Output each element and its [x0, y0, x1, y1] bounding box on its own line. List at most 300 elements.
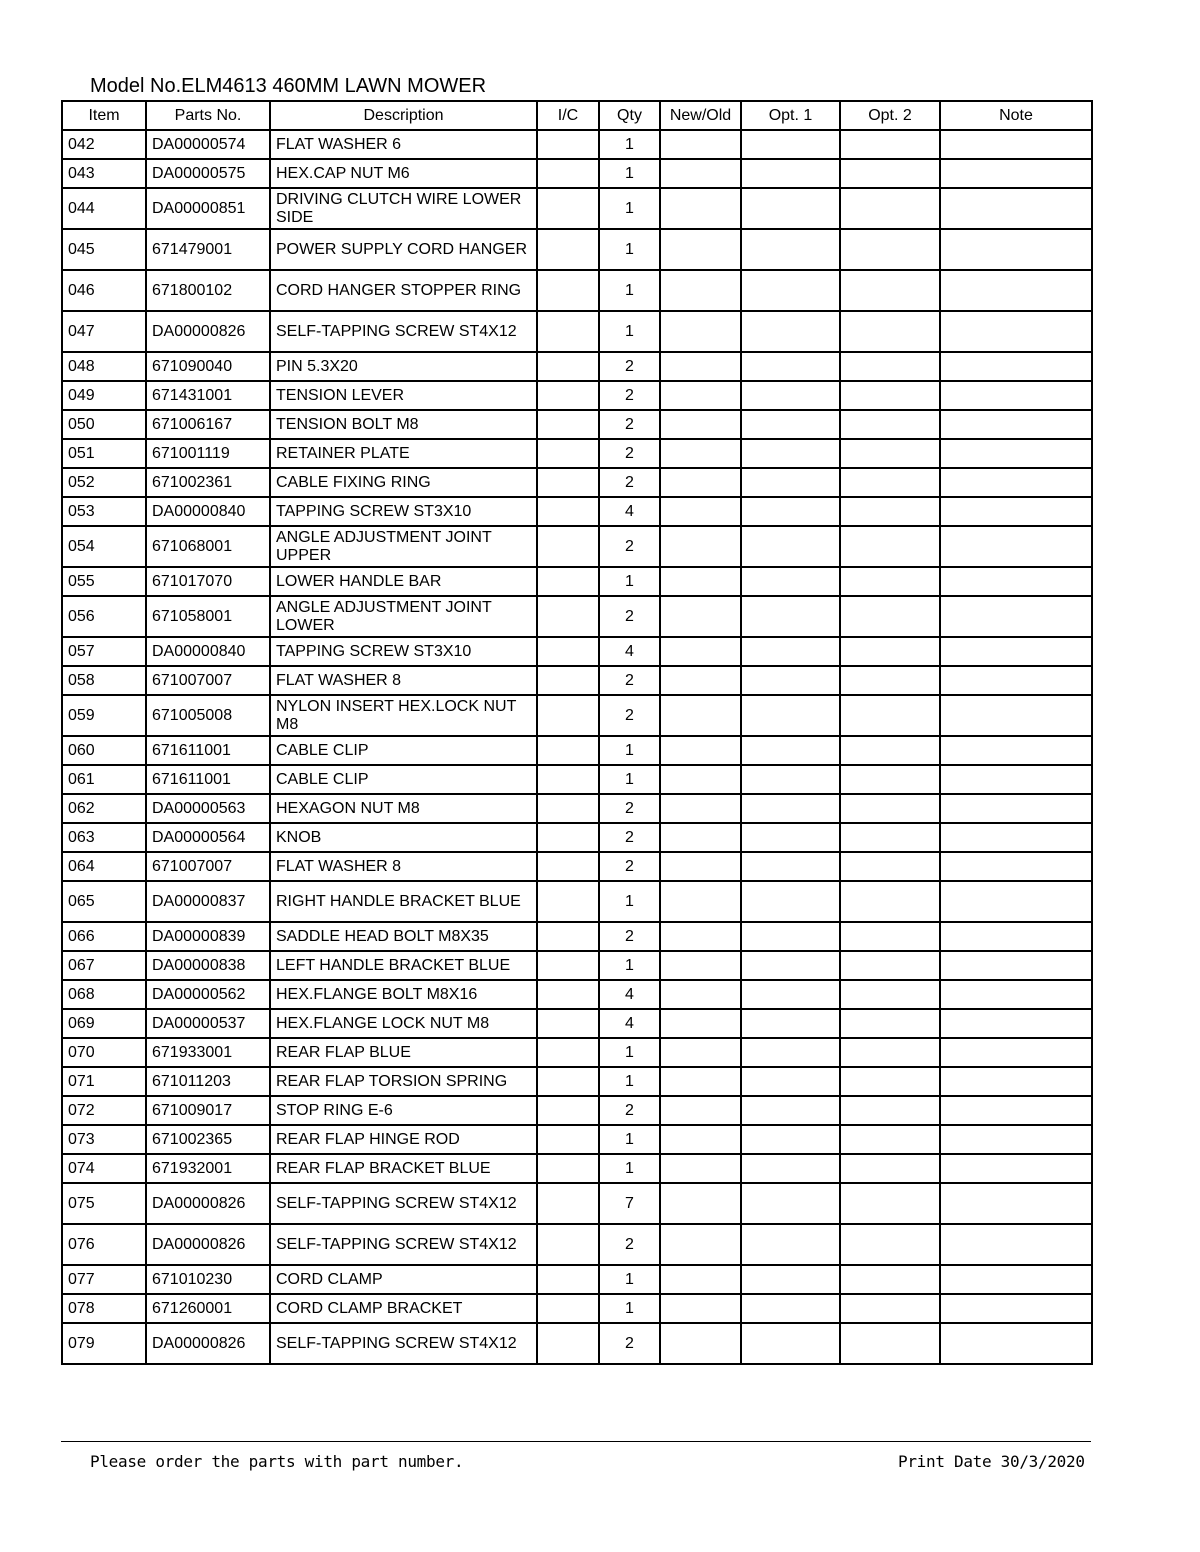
- note-cell: [940, 1323, 1092, 1364]
- new-old-cell: [660, 497, 741, 526]
- note-cell: [940, 1294, 1092, 1323]
- table-row: [62, 1067, 1092, 1096]
- note-cell: [940, 497, 1092, 526]
- description-cell: HEX.CAP NUT M6: [270, 159, 537, 188]
- table-row: [62, 1038, 1092, 1067]
- description-cell: FLAT WASHER 8: [270, 852, 537, 881]
- note-cell: [940, 951, 1092, 980]
- note-cell: [940, 1224, 1092, 1265]
- qty-cell: 1: [599, 1154, 660, 1183]
- ic-cell: [537, 736, 599, 765]
- col-qty: Qty: [599, 101, 660, 130]
- qty-cell: 1: [599, 1038, 660, 1067]
- qty-cell: 4: [599, 1009, 660, 1038]
- opt1-cell: [741, 1265, 840, 1294]
- opt2-cell: [840, 596, 940, 637]
- description-cell: HEX.FLANGE BOLT M8X16: [270, 980, 537, 1009]
- new-old-cell: [660, 736, 741, 765]
- part-number-cell: 671090040: [146, 352, 270, 381]
- note-cell: [940, 439, 1092, 468]
- note-cell: [940, 188, 1092, 229]
- opt1-cell: [741, 980, 840, 1009]
- new-old-cell: [660, 410, 741, 439]
- ic-cell: [537, 823, 599, 852]
- qty-cell: 1: [599, 1294, 660, 1323]
- description-cell: STOP RING E-6: [270, 1096, 537, 1125]
- note-cell: [940, 1265, 1092, 1294]
- description-cell: REAR FLAP TORSION SPRING: [270, 1067, 537, 1096]
- ic-cell: [537, 637, 599, 666]
- opt2-cell: [840, 980, 940, 1009]
- opt1-cell: [741, 1323, 840, 1364]
- qty-cell: 1: [599, 1265, 660, 1294]
- part-number-cell: 671009017: [146, 1096, 270, 1125]
- note-cell: [940, 1183, 1092, 1224]
- ic-cell: [537, 381, 599, 410]
- part-number-cell: DA00000826: [146, 311, 270, 352]
- ic-cell: [537, 1294, 599, 1323]
- opt1-cell: [741, 468, 840, 497]
- new-old-cell: [660, 381, 741, 410]
- new-old-cell: [660, 980, 741, 1009]
- ic-cell: [537, 1183, 599, 1224]
- opt1-cell: [741, 188, 840, 229]
- opt2-cell: [840, 130, 940, 159]
- opt1-cell: [741, 1154, 840, 1183]
- new-old-cell: [660, 1009, 741, 1038]
- opt1-cell: [741, 852, 840, 881]
- opt1-cell: [741, 352, 840, 381]
- bottom-rule: [61, 1441, 1091, 1442]
- table-row: [62, 381, 1092, 410]
- table-row: [62, 1154, 1092, 1183]
- description-cell: POWER SUPPLY CORD HANGER: [270, 229, 537, 270]
- note-cell: [940, 567, 1092, 596]
- description-cell: HEX.FLANGE LOCK NUT M8: [270, 1009, 537, 1038]
- ic-cell: [537, 468, 599, 497]
- description-cell: SELF-TAPPING SCREW ST4X12: [270, 1183, 537, 1224]
- part-number-cell: 671002361: [146, 468, 270, 497]
- part-number-cell: DA00000840: [146, 497, 270, 526]
- qty-cell: 4: [599, 637, 660, 666]
- opt2-cell: [840, 794, 940, 823]
- item-cell: 045: [62, 229, 146, 270]
- item-cell: 059: [62, 695, 146, 736]
- new-old-cell: [660, 526, 741, 567]
- item-cell: 061: [62, 765, 146, 794]
- note-cell: [940, 980, 1092, 1009]
- description-cell: CABLE CLIP: [270, 736, 537, 765]
- item-cell: 049: [62, 381, 146, 410]
- qty-cell: 2: [599, 596, 660, 637]
- opt2-cell: [840, 1294, 940, 1323]
- table-row: [62, 567, 1092, 596]
- table-row: [62, 352, 1092, 381]
- ic-cell: [537, 1096, 599, 1125]
- item-cell: 071: [62, 1067, 146, 1096]
- item-cell: 048: [62, 352, 146, 381]
- part-number-cell: DA00000826: [146, 1323, 270, 1364]
- table-row: [62, 852, 1092, 881]
- table-row: [62, 229, 1092, 270]
- note-cell: [940, 695, 1092, 736]
- col-note: Note: [940, 101, 1092, 130]
- qty-cell: 2: [599, 794, 660, 823]
- ic-cell: [537, 352, 599, 381]
- new-old-cell: [660, 439, 741, 468]
- opt1-cell: [741, 736, 840, 765]
- opt2-cell: [840, 410, 940, 439]
- opt2-cell: [840, 1096, 940, 1125]
- item-cell: 077: [62, 1265, 146, 1294]
- opt2-cell: [840, 1009, 940, 1038]
- ic-cell: [537, 852, 599, 881]
- item-cell: 046: [62, 270, 146, 311]
- description-cell: TAPPING SCREW ST3X10: [270, 497, 537, 526]
- ic-cell: [537, 666, 599, 695]
- qty-cell: 7: [599, 1183, 660, 1224]
- new-old-cell: [660, 188, 741, 229]
- opt1-cell: [741, 1224, 840, 1265]
- ic-cell: [537, 881, 599, 922]
- qty-cell: 2: [599, 922, 660, 951]
- item-cell: 062: [62, 794, 146, 823]
- ic-cell: [537, 1154, 599, 1183]
- opt2-cell: [840, 188, 940, 229]
- table-row: [62, 881, 1092, 922]
- description-cell: CORD CLAMP: [270, 1265, 537, 1294]
- opt2-cell: [840, 381, 940, 410]
- note-cell: [940, 666, 1092, 695]
- qty-cell: 2: [599, 1224, 660, 1265]
- ic-cell: [537, 765, 599, 794]
- ic-cell: [537, 1038, 599, 1067]
- qty-cell: 2: [599, 1323, 660, 1364]
- opt1-cell: [741, 130, 840, 159]
- description-cell: RETAINER PLATE: [270, 439, 537, 468]
- part-number-cell: 671010230: [146, 1265, 270, 1294]
- note-cell: [940, 736, 1092, 765]
- description-cell: LEFT HANDLE BRACKET BLUE: [270, 951, 537, 980]
- table-row: [62, 311, 1092, 352]
- item-cell: 043: [62, 159, 146, 188]
- part-number-cell: DA00000562: [146, 980, 270, 1009]
- description-cell: NYLON INSERT HEX.LOCK NUT M8: [270, 695, 537, 736]
- opt1-cell: [741, 596, 840, 637]
- description-cell: CORD CLAMP BRACKET: [270, 1294, 537, 1323]
- opt1-cell: [741, 922, 840, 951]
- ic-cell: [537, 439, 599, 468]
- item-cell: 042: [62, 130, 146, 159]
- note-cell: [940, 526, 1092, 567]
- new-old-cell: [660, 1038, 741, 1067]
- opt1-cell: [741, 1125, 840, 1154]
- qty-cell: 1: [599, 881, 660, 922]
- qty-cell: 2: [599, 695, 660, 736]
- ic-cell: [537, 1067, 599, 1096]
- opt1-cell: [741, 951, 840, 980]
- ic-cell: [537, 695, 599, 736]
- opt2-cell: [840, 1067, 940, 1096]
- table-row: [62, 765, 1092, 794]
- opt2-cell: [840, 823, 940, 852]
- part-number-cell: DA00000840: [146, 637, 270, 666]
- ic-cell: [537, 130, 599, 159]
- part-number-cell: 671611001: [146, 765, 270, 794]
- qty-cell: 1: [599, 130, 660, 159]
- opt1-cell: [741, 526, 840, 567]
- note-cell: [940, 1125, 1092, 1154]
- note-cell: [940, 1067, 1092, 1096]
- opt1-cell: [741, 881, 840, 922]
- opt1-cell: [741, 1096, 840, 1125]
- col-parts-no: Parts No.: [146, 101, 270, 130]
- part-number-cell: DA00000826: [146, 1224, 270, 1265]
- opt2-cell: [840, 881, 940, 922]
- item-cell: 054: [62, 526, 146, 567]
- opt2-cell: [840, 951, 940, 980]
- part-number-cell: DA00000839: [146, 922, 270, 951]
- new-old-cell: [660, 881, 741, 922]
- part-number-cell: DA00000564: [146, 823, 270, 852]
- item-cell: 070: [62, 1038, 146, 1067]
- item-cell: 079: [62, 1323, 146, 1364]
- part-number-cell: DA00000575: [146, 159, 270, 188]
- description-cell: CORD HANGER STOPPER RING: [270, 270, 537, 311]
- description-cell: FLAT WASHER 8: [270, 666, 537, 695]
- note-cell: [940, 270, 1092, 311]
- part-number-cell: DA00000826: [146, 1183, 270, 1224]
- part-number-cell: 671005008: [146, 695, 270, 736]
- opt2-cell: [840, 765, 940, 794]
- qty-cell: 2: [599, 526, 660, 567]
- opt1-cell: [741, 1038, 840, 1067]
- col-opt2: Opt. 2: [840, 101, 940, 130]
- description-cell: TENSION BOLT M8: [270, 410, 537, 439]
- note-cell: [940, 1154, 1092, 1183]
- opt1-cell: [741, 311, 840, 352]
- new-old-cell: [660, 1265, 741, 1294]
- header-row: [62, 101, 1092, 130]
- description-cell: SELF-TAPPING SCREW ST4X12: [270, 1323, 537, 1364]
- ic-cell: [537, 410, 599, 439]
- new-old-cell: [660, 637, 741, 666]
- part-number-cell: 671933001: [146, 1038, 270, 1067]
- item-cell: 044: [62, 188, 146, 229]
- parts-list: [61, 100, 1091, 1365]
- item-cell: 075: [62, 1183, 146, 1224]
- qty-cell: 1: [599, 951, 660, 980]
- note-cell: [940, 852, 1092, 881]
- note-cell: [940, 229, 1092, 270]
- table-row: [62, 526, 1092, 567]
- ic-cell: [537, 596, 599, 637]
- table-row: [62, 596, 1092, 637]
- opt2-cell: [840, 695, 940, 736]
- qty-cell: 1: [599, 159, 660, 188]
- opt2-cell: [840, 468, 940, 497]
- description-cell: SELF-TAPPING SCREW ST4X12: [270, 311, 537, 352]
- opt2-cell: [840, 270, 940, 311]
- description-cell: REAR FLAP BLUE: [270, 1038, 537, 1067]
- opt1-cell: [741, 765, 840, 794]
- new-old-cell: [660, 852, 741, 881]
- description-cell: CABLE CLIP: [270, 765, 537, 794]
- qty-cell: 4: [599, 497, 660, 526]
- part-number-cell: 671001119: [146, 439, 270, 468]
- table-row: [62, 439, 1092, 468]
- item-cell: 066: [62, 922, 146, 951]
- table-row: [62, 410, 1092, 439]
- note-cell: [940, 381, 1092, 410]
- col-item: Item: [62, 101, 146, 130]
- item-cell: 072: [62, 1096, 146, 1125]
- page-title: Model No.ELM4613 460MM LAWN MOWER: [90, 75, 487, 97]
- ic-cell: [537, 1224, 599, 1265]
- note-cell: [940, 765, 1092, 794]
- note-cell: [940, 1096, 1092, 1125]
- description-cell: REAR FLAP BRACKET BLUE: [270, 1154, 537, 1183]
- description-cell: PIN 5.3X20: [270, 352, 537, 381]
- qty-cell: 1: [599, 188, 660, 229]
- qty-cell: 1: [599, 1067, 660, 1096]
- description-cell: LOWER HANDLE BAR: [270, 567, 537, 596]
- part-number-cell: 671800102: [146, 270, 270, 311]
- table-row: [62, 794, 1092, 823]
- ic-cell: [537, 311, 599, 352]
- ic-cell: [537, 229, 599, 270]
- note-cell: [940, 823, 1092, 852]
- opt1-cell: [741, 410, 840, 439]
- qty-cell: 1: [599, 270, 660, 311]
- qty-cell: 1: [599, 229, 660, 270]
- table-row: [62, 270, 1092, 311]
- qty-cell: 4: [599, 980, 660, 1009]
- ic-cell: [537, 188, 599, 229]
- table-row: [62, 637, 1092, 666]
- description-cell: SADDLE HEAD BOLT M8X35: [270, 922, 537, 951]
- description-cell: TENSION LEVER: [270, 381, 537, 410]
- note-cell: [940, 881, 1092, 922]
- new-old-cell: [660, 1183, 741, 1224]
- opt2-cell: [840, 352, 940, 381]
- new-old-cell: [660, 1096, 741, 1125]
- opt2-cell: [840, 159, 940, 188]
- table-row: [62, 1125, 1092, 1154]
- description-cell: REAR FLAP HINGE ROD: [270, 1125, 537, 1154]
- qty-cell: 1: [599, 736, 660, 765]
- description-cell: CABLE FIXING RING: [270, 468, 537, 497]
- col-description: Description: [270, 101, 537, 130]
- order-note: Please order the parts with part number.: [90, 1452, 464, 1471]
- note-cell: [940, 311, 1092, 352]
- item-cell: 069: [62, 1009, 146, 1038]
- ic-cell: [537, 980, 599, 1009]
- new-old-cell: [660, 922, 741, 951]
- table-row: [62, 1183, 1092, 1224]
- new-old-cell: [660, 823, 741, 852]
- part-number-cell: 671479001: [146, 229, 270, 270]
- opt1-cell: [741, 1183, 840, 1224]
- opt2-cell: [840, 922, 940, 951]
- opt1-cell: [741, 1294, 840, 1323]
- part-number-cell: 671260001: [146, 1294, 270, 1323]
- description-cell: KNOB: [270, 823, 537, 852]
- note-cell: [940, 596, 1092, 637]
- item-cell: 060: [62, 736, 146, 765]
- qty-cell: 1: [599, 567, 660, 596]
- item-cell: 058: [62, 666, 146, 695]
- note-cell: [940, 130, 1092, 159]
- description-cell: DRIVING CLUTCH WIRE LOWER SIDE: [270, 188, 537, 229]
- item-cell: 073: [62, 1125, 146, 1154]
- qty-cell: 2: [599, 666, 660, 695]
- item-cell: 051: [62, 439, 146, 468]
- part-number-cell: DA00000574: [146, 130, 270, 159]
- new-old-cell: [660, 468, 741, 497]
- col-new-old: New/Old: [660, 101, 741, 130]
- part-number-cell: DA00000851: [146, 188, 270, 229]
- opt1-cell: [741, 794, 840, 823]
- table-row: [62, 666, 1092, 695]
- opt1-cell: [741, 1067, 840, 1096]
- opt1-cell: [741, 695, 840, 736]
- part-number-cell: 671017070: [146, 567, 270, 596]
- opt2-cell: [840, 229, 940, 270]
- note-cell: [940, 794, 1092, 823]
- opt1-cell: [741, 823, 840, 852]
- parts-table: [61, 100, 1093, 1365]
- new-old-cell: [660, 1154, 741, 1183]
- opt2-cell: [840, 736, 940, 765]
- col-opt1: Opt. 1: [741, 101, 840, 130]
- qty-cell: 2: [599, 352, 660, 381]
- ic-cell: [537, 567, 599, 596]
- note-cell: [940, 410, 1092, 439]
- new-old-cell: [660, 1067, 741, 1096]
- part-number-cell: 671006167: [146, 410, 270, 439]
- item-cell: 053: [62, 497, 146, 526]
- table-row: [62, 1265, 1092, 1294]
- opt1-cell: [741, 637, 840, 666]
- new-old-cell: [660, 311, 741, 352]
- description-cell: TAPPING SCREW ST3X10: [270, 637, 537, 666]
- part-number-cell: 671611001: [146, 736, 270, 765]
- qty-cell: 2: [599, 439, 660, 468]
- table-row: [62, 130, 1092, 159]
- item-cell: 068: [62, 980, 146, 1009]
- description-cell: ANGLE ADJUSTMENT JOINT UPPER: [270, 526, 537, 567]
- part-number-cell: 671431001: [146, 381, 270, 410]
- new-old-cell: [660, 352, 741, 381]
- table-row: [62, 922, 1092, 951]
- opt2-cell: [840, 1038, 940, 1067]
- ic-cell: [537, 159, 599, 188]
- table-row: [62, 980, 1092, 1009]
- opt1-cell: [741, 567, 840, 596]
- opt2-cell: [840, 567, 940, 596]
- qty-cell: 2: [599, 410, 660, 439]
- opt2-cell: [840, 666, 940, 695]
- qty-cell: 2: [599, 1096, 660, 1125]
- opt2-cell: [840, 1154, 940, 1183]
- table-row: [62, 823, 1092, 852]
- opt2-cell: [840, 637, 940, 666]
- part-number-cell: 671002365: [146, 1125, 270, 1154]
- table-row: [62, 1224, 1092, 1265]
- ic-cell: [537, 497, 599, 526]
- table-row: [62, 1096, 1092, 1125]
